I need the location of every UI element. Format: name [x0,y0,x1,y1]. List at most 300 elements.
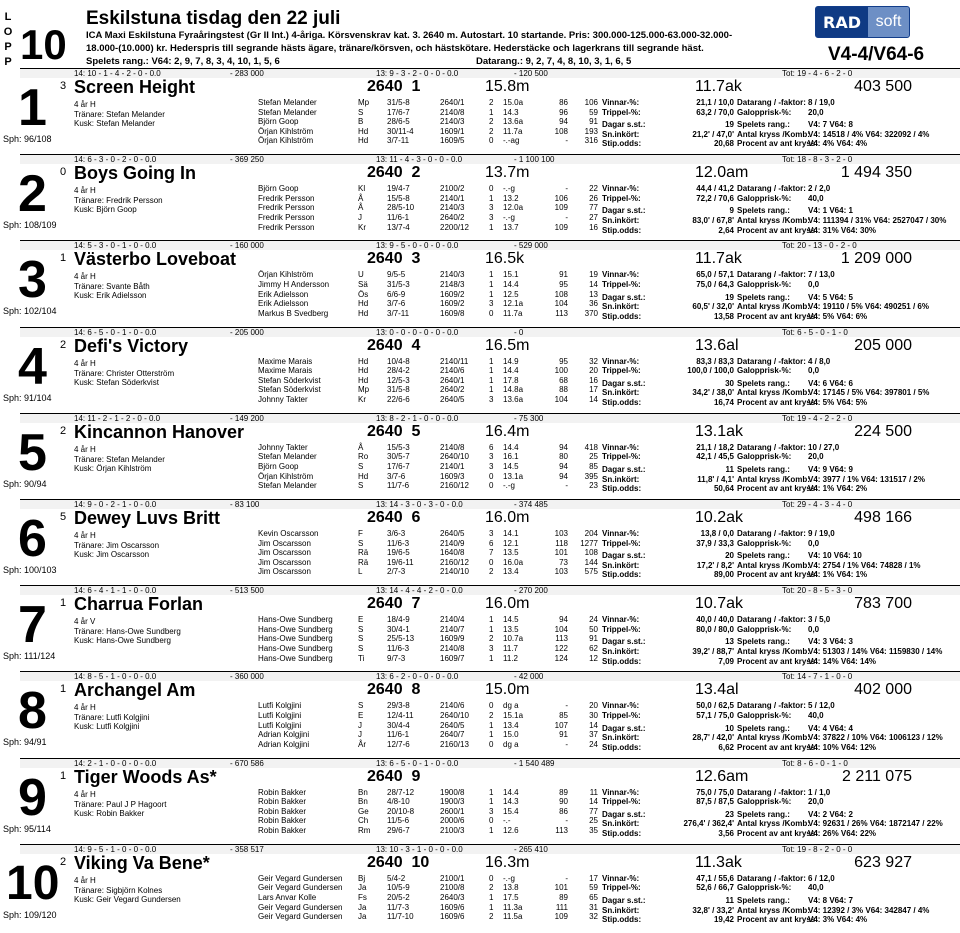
start-time: 12.1 [503,538,519,548]
metric-value2: V4: 1% V64: 2% [808,484,868,494]
start-placing: 1 [489,279,494,289]
start-odds: 50 [589,624,598,634]
start-distance: 2140/1 [440,461,465,471]
metric-value: 16,74 [713,397,734,407]
start-distance: 1609/1 [440,126,465,136]
start-distance: 2640/10 [440,452,469,462]
lopp-letter: L [4,11,12,23]
stats-total: Tot: 18 - 8 - 3 - 2 - 0 [782,155,853,165]
start-time: 13.5 [503,548,519,558]
start-driver: Adrian Kolgjini [258,739,310,749]
start-track: Å [358,193,364,203]
start-distance: 2640/5 [440,529,465,538]
start-track: Bn [358,797,368,807]
start-driver: Robin Bakker [258,797,307,807]
start-distance: 1640/8 [440,548,465,558]
start-driver: Jim Oscarsson [258,548,311,558]
start-driver: Örjan Kihlström [258,126,314,136]
start-track: Rä [358,548,369,558]
start-distance: 2140/7 [440,624,465,634]
metric-label2: Antal kryss /Komb: [737,560,810,570]
metric-label: Stip.odds: [602,397,642,407]
speed-handicap: Sph: 102/104 [3,306,57,317]
start-track: S [358,643,364,653]
speed-handicap: Sph: 94/91 [3,737,47,748]
metric-label: Stip.odds: [602,484,642,494]
start-rating: 113 [555,634,568,644]
start-driver: Lars Anvar Kolle [258,892,317,902]
metric-value2: 40,0 [808,883,824,893]
metric-label2: Antal kryss /Komb: [737,819,810,829]
start-date: 19/4-7 [387,184,410,194]
start-time: 14.4 [503,279,519,289]
start-distance: 2140/8 [440,643,465,653]
start-track: S [358,634,364,644]
earnings-2014: - 283 000 [230,69,264,78]
horse-name: Västerbo Loveboat [74,249,237,270]
earnings-2013: - 374 485 [514,500,548,509]
metric-value2: 0,0 [808,279,820,289]
start-driver: Jim Oscarsson [258,557,311,567]
start-rating: 104 [554,624,568,634]
start-date: 10/5-9 [387,883,410,893]
start-date: 29/3-8 [387,701,410,711]
start-placing: 1 [489,720,494,730]
start-driver: Stefan Melander [258,481,317,491]
metric-value: 44,4 / 41,2 [696,184,734,194]
start-placing: 7 [489,548,494,558]
trainer: Tränare: Christer Otterström [74,368,175,378]
best-time: 15.0m [485,681,530,699]
metric-value: 21,1 / 18,2 [696,442,734,452]
trainer: Tränare: Lutfi Kolgjini [74,713,150,723]
start-track: Å [358,203,364,213]
race-distance [367,78,420,96]
start-position: 8 [411,681,421,699]
start-number: 2 [18,165,47,224]
start-driver: Fredrik Persson [258,193,315,203]
metric-value2: V4: 4% V64: 4% [808,139,868,149]
start-time: 13.6a [503,394,524,404]
metric-label2: Galopprisk-%: [737,279,792,289]
stats-2014: 14: 2 - 1 - 0 - 0 - 0 - 0.0 [74,758,157,768]
start-driver: Johnny Takter [258,394,308,404]
start-track: E [358,615,364,625]
start-odds: 14 [589,797,598,807]
metric-label: Sn.inkört: [602,129,640,139]
metric-value2: 2 / 2,0 [808,184,831,194]
driver: Kusk: Robin Bakker [74,808,145,818]
start-rating: 101 [554,883,568,893]
start-placing: 1 [489,615,494,625]
start-distance: 1609/7 [440,653,465,663]
start-rating: 94 [559,442,568,452]
start-distance: 2140/10 [440,567,469,577]
start-rating: 109 [554,912,568,922]
start-placing: 1 [489,366,494,376]
start-driver: Geir Vegard Gundersen [258,883,343,893]
start-driver: Fredrik Persson [258,203,315,213]
metric-value: 11 [725,895,734,905]
start-odds: 14 [589,279,598,289]
start-distance: 1609/6 [440,912,465,922]
best-time: 16.4m [485,422,530,440]
total-earnings: 205 000 [854,336,912,354]
trainer: Tränare: Sigbjörn Kolnes [74,885,163,895]
start-odds: 17 [589,385,598,395]
metric-label: Vinnar-%: [602,270,640,280]
trainer: Tränare: Paul J P Hagoort [74,799,167,809]
metric-value: 37,9 / 33,3 [696,538,734,548]
metric-value2: 6 / 12,0 [808,873,835,883]
start-time: 17.8 [503,375,519,385]
metric-label: Trippel-%: [602,538,641,548]
start-driver: Stefan Söderkvist [258,375,321,385]
ranking-line [86,56,916,67]
start-rating: 94 [559,117,568,127]
start-time: 17.5 [503,892,519,902]
metric-value: 65,0 / 57,1 [696,270,734,280]
race-distance [367,337,420,355]
start-odds: 20 [589,701,598,711]
start-rating: - [565,873,568,883]
metric-label2: Galopprisk-%: [737,883,792,893]
metric-value: 10 [725,723,734,733]
start-placing: 2 [489,710,494,720]
metric-value: 39,2' / 88,7' [692,646,734,656]
start-date: 18/4-9 [387,615,410,625]
earnings-2014: - 149 200 [230,413,264,423]
start-track: Ja [358,883,367,893]
speed-handicap: Sph: 95/114 [3,823,51,834]
start-date: 3/6-3 [387,529,406,538]
start-odds: 1277 [580,538,598,548]
metric-label2: Datarang / -faktor: [737,787,806,797]
start-track: Bn [358,787,368,797]
metric-label: Dagar s.st.: [602,637,646,647]
metric-label: Stip.odds: [602,570,642,580]
race-distance [367,854,429,872]
metric-value: 75,0 / 75,0 [696,787,734,797]
metric-label2: Antal kryss /Komb: [737,474,810,484]
start-driver: Johnny Takter [258,442,308,452]
start-driver: Geir Vegard Gundersen [258,902,343,912]
earnings-2014: - 360 000 [230,672,264,682]
start-rating: 73 [559,557,568,567]
stats-2013: 13: 10 - 3 - 1 - 0 - 0 - 0.0 [376,844,463,854]
start-driver: Hans-Owe Sundberg [258,653,333,663]
metric-label2: Datarang / -faktor: [737,442,806,452]
start-placing: 1 [489,730,494,740]
start-rating: 111 [555,902,568,912]
start-odds: 20 [589,366,598,376]
start-odds: 193 [584,126,598,136]
metric-label2: Procent av ant kryss: [737,397,818,407]
start-track: Fs [358,892,367,902]
metric-value: 83,0' / 67,8' [692,215,734,225]
start-date: 11/7-3 [387,902,410,912]
logo-soft: soft [868,7,909,37]
start-driver: Jimmy H Andersson [258,279,330,289]
start-date: 3/7-11 [387,308,410,318]
record-time: 11.7ak [695,250,742,268]
metric-label: Sn.inkört: [602,733,640,743]
metric-value: 32,8' / 33,2' [692,905,734,915]
total-earnings: 1 494 350 [840,164,912,182]
start-distance: 1609/3 [440,471,465,481]
driver: Kusk: Stefan Söderkvist [74,377,159,387]
start-driver: Robin Bakker [258,825,307,835]
start-odds: 25 [589,816,598,826]
metric-value2: V4: 5% V64: 5% [808,397,868,407]
start-rating: 103 [554,529,568,538]
race-distance [367,595,420,613]
start-odds: 106 [584,98,598,107]
metric-label: Vinnar-%: [602,873,640,883]
start-date: 13/7-4 [387,222,410,232]
horse-entry [0,413,960,499]
start-odds: 27 [589,212,598,222]
start-track: Mp [358,385,370,395]
metric-label: Trippel-%: [602,279,641,289]
earnings-2014: - 160 000 [230,241,264,251]
start-driver: Lutfi Kolgjini [258,710,302,720]
start-track: Hd [358,126,369,136]
earnings-2013: - 120 500 [514,69,548,78]
record-time: 11.7ak [695,78,742,95]
start-distance: 2160/12 [440,557,469,567]
earnings-2013: - 265 410 [514,844,548,854]
metric-value2: V4: 12392 / 3% V64: 342847 / 4% [808,905,930,915]
start-date: 20/5-2 [387,892,410,902]
start-distance: 2600/1 [440,806,465,816]
start-track: Mp [358,98,370,107]
metric-label: Trippel-%: [602,366,641,376]
speed-handicap: Sph: 109/120 [3,909,57,920]
start-driver: Kevin Oscarsson [258,529,319,538]
start-rating: 90 [559,797,568,807]
metric-label2: Datarang / -faktor: [737,529,806,538]
metric-value: 21,1 / 10,0 [696,98,734,107]
start-placing: 1 [489,902,494,912]
driver: Kusk: Lutfi Kolgjini [74,722,140,732]
start-odds: 108 [584,548,598,558]
start-track: B [358,117,364,127]
speed-handicap: Sph: 108/109 [3,220,57,231]
start-distance: 2140/6 [440,701,465,711]
start-track: Sä [358,279,368,289]
stats-2013: 13: 0 - 0 - 0 - 0 - 0 - 0.0 [376,327,459,337]
start-driver: Örjan Kihlström [258,471,314,481]
metric-label2: Galopprisk-%: [737,107,792,117]
start-distance: 1609/8 [440,308,465,318]
driver: Kusk: Erik Adielsson [74,291,147,301]
trainer: Tränare: Stefan Melander [74,110,165,119]
metric-label2: Procent av ant kryss: [737,484,818,494]
start-time: 12.5 [503,289,519,299]
metric-value2: V4: 5% V64: 6% [808,311,868,321]
metric-value: 11 [725,464,734,474]
horse-age: 4 år H [74,358,96,368]
stats-2014: 14: 5 - 3 - 0 - 1 - 0 - 0.0 [74,241,157,251]
start-placing: 1 [489,375,494,385]
earnings-2014: - 358 517 [230,844,264,854]
start-placing: 1 [489,356,494,366]
metric-value: 34,2' / 38,0' [692,388,734,398]
radsoft-logo [815,6,910,38]
start-rating: 80 [559,452,568,462]
total-earnings: 498 166 [854,509,912,526]
metric-value2: V4: 3% V64: 4% [808,915,868,925]
metric-value2: V4: 14518 / 4% V64: 322092 / 4% [808,129,930,139]
driver: Kusk: Stefan Melander [74,119,155,128]
start-track: Ja [358,902,367,912]
metric-label2: Datarang / -faktor: [737,701,806,711]
horse-entry [0,68,960,154]
metric-value2: 3 / 5,0 [808,615,831,625]
metric-value: 89,00 [713,570,734,580]
start-date: 25/5-13 [387,634,415,644]
stats-2013: 13: 9 - 5 - 0 - 0 - 0 - 0.0 [376,241,459,251]
start-track: Hd [358,356,369,366]
horse-name: Screen Height [74,77,196,97]
start-date: 10/4-8 [387,356,410,366]
metric-value2: V4: 8 V64: 7 [808,895,853,905]
metric-label: Vinnar-%: [602,787,640,797]
metric-label: Vinnar-%: [602,701,640,711]
start-number: 1 [18,79,47,137]
stats-2013: 13: 9 - 3 - 2 - 0 - 0 - 0.0 [376,69,459,78]
record-time: 10.7ak [695,595,744,613]
start-rating: 96 [559,107,568,117]
start-odds: 24 [589,739,598,749]
record-time: 12.0am [695,164,749,182]
earnings-2013: - 75 300 [514,413,544,423]
datarang: Datarang.: 9, 2, 7, 4, 8, 10, 3, 1, 6, 5 [476,56,632,67]
metric-value: 20 [725,551,734,561]
start-track: Hd [358,471,369,481]
start-date: 28/4-2 [387,366,410,376]
horse-age: 4 år H [74,875,96,885]
start-track: Å [358,442,364,452]
start-distance: 2640/10 [440,710,469,720]
start-driver: Fredrik Persson [258,222,315,232]
trainer: Tränare: Jim Oscarsson [74,541,160,550]
metric-value: 60,5' / 32,0' [692,302,734,312]
metric-value: 17,2' / 8,2' [696,560,734,570]
metric-value2: V4: 17145 / 5% V64: 397801 / 5% [808,388,930,398]
metric-value2: V4: 1% V64: 1% [808,570,868,580]
start-time: 13.8 [503,883,519,893]
start-time: 11.5a [503,912,523,922]
distance-value: 2640 [367,336,403,354]
start-distance: 2160/12 [440,481,469,491]
start-odds: 11 [589,787,598,797]
metric-value: 52,6 / 66,7 [696,883,734,893]
start-time: 14.9 [503,356,519,366]
start-distance: 2140/11 [440,356,469,366]
start-track: Ge [358,806,369,816]
best-time: 15.8m [485,78,530,95]
start-rating: 109 [554,222,568,232]
start-placing: 1 [489,289,494,299]
metric-label2: Spelets rang.: [737,809,790,819]
start-driver: Lutfi Kolgjini [258,720,302,730]
start-distance: 2200/12 [440,222,469,232]
start-track: Hd [358,375,369,385]
stats-2013: 13: 6 - 2 - 0 - 0 - 0 - 0.0 [376,672,459,682]
start-placing: 2 [489,912,494,922]
start-odds: 62 [589,643,598,653]
start-time: 13.6a [503,117,524,127]
start-track: F [358,529,363,538]
start-rating: 91 [559,730,568,740]
start-rating: 94 [559,461,568,471]
start-distance: 2640/1 [440,375,465,385]
metric-value2: 10 / 27,0 [808,442,840,452]
start-distance: 2640/1 [440,98,465,107]
horse-age: 4 år H [74,789,96,799]
start-distance: 1900/8 [440,787,465,797]
start-rating: - [565,184,568,194]
metric-label2: Antal kryss /Komb: [737,388,810,398]
start-odds: 19 [589,270,598,280]
start-time: 16.1 [503,452,519,462]
start-distance: 1609/9 [440,634,465,644]
metric-value2: V4: 6 V64: 6 [808,378,853,388]
start-odds: 204 [584,529,598,538]
horse-age: 4 år V [74,617,96,627]
start-number: 7 [18,596,47,655]
metric-value2: V4: 4 V64: 4 [808,723,853,733]
metric-label: Trippel-%: [602,452,641,462]
start-distance: 2160/13 [440,739,469,749]
start-rating: 118 [555,538,568,548]
driver: Kusk: Geir Vegard Gundersen [74,894,181,904]
metric-label: Dagar s.st.: [602,723,646,733]
start-date: 11/6-3 [387,538,410,548]
horse-name: Viking Va Bene* [74,852,210,873]
start-odds: 12 [589,653,598,663]
start-date: 31/5-3 [387,279,410,289]
metric-label2: Procent av ant kryss: [737,915,818,925]
start-date: 15/5-8 [387,193,410,203]
start-driver: Björn Goop [258,184,299,194]
start-driver: Örjan Kihlström [258,136,314,146]
metric-value2: 7 / 13,0 [808,270,835,280]
start-placing: 1 [489,892,494,902]
start-date: 5/4-2 [387,873,406,883]
start-odds: 30 [589,710,598,720]
start-time: -.-g [503,873,515,883]
start-position: 10 [411,853,430,871]
metric-label: Sn.inkört: [602,560,640,570]
speed-handicap: Sph: 96/108 [3,134,52,144]
start-odds: 25 [589,452,598,462]
race-distance [367,164,420,182]
metric-label2: Antal kryss /Komb: [737,733,810,743]
metric-label2: Procent av ant kryss: [737,656,818,666]
start-track: S [358,107,364,117]
metric-label: Dagar s.st.: [602,464,646,474]
start-time: 13.7 [503,222,519,232]
start-driver: Lutfi Kolgjini [258,701,302,711]
start-track: S [358,461,364,471]
metric-label2: Galopprisk-%: [737,538,792,548]
start-placing: 2 [489,567,494,577]
metric-label2: Procent av ant kryss: [737,828,818,838]
race-distance [367,509,420,527]
